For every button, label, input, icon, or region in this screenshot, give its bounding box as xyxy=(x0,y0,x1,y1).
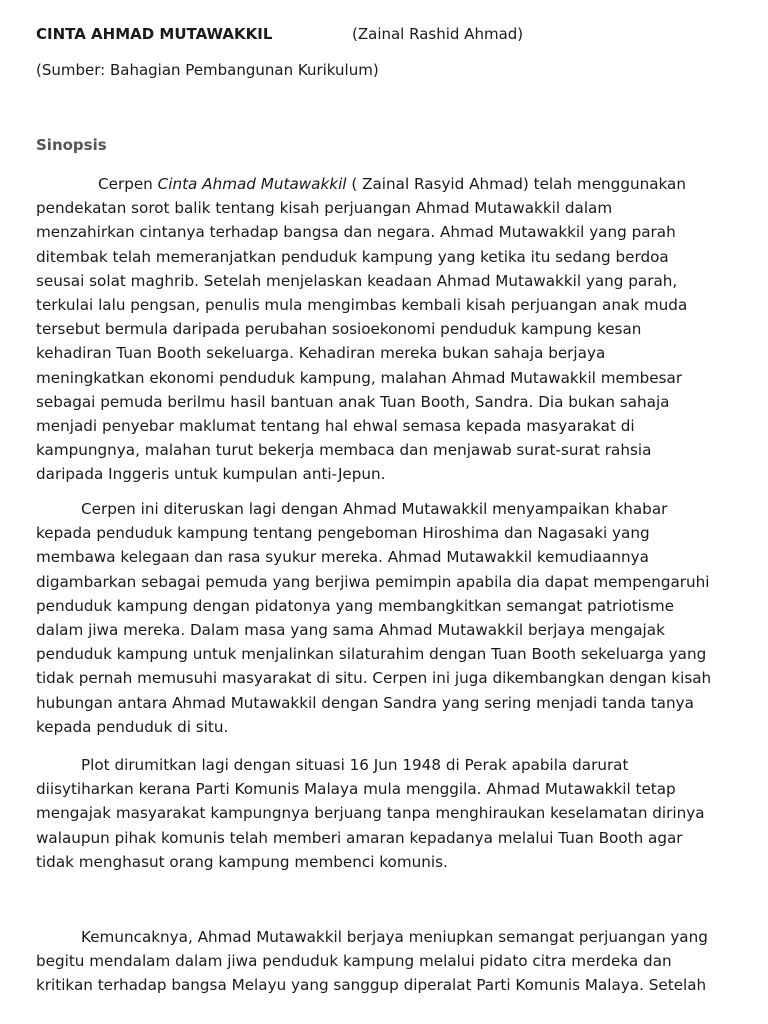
paragraph-line: membawa kelegaan dan rasa syukur mereka. Ahmad Mutawakkil kemudiaannya xyxy=(36,548,649,567)
paragraph-line: ditembak telah memeranjatkan penduduk kampung yang ketika itu sedang berdoa xyxy=(36,247,669,266)
paragraph-line: kampungnya, malahan turut bekerja membaca dan menjawab surat-surat rahsia xyxy=(36,441,652,460)
paragraph-3 xyxy=(36,753,736,874)
paragraph-line: penduduk kampung untuk menjalinkan silaturahim dengan Tuan Booth sekeluarga yang xyxy=(36,645,707,664)
story-title-italic: Cinta Ahmad Mutawakkil xyxy=(157,175,347,193)
paragraph-line: diisytiharkan kerana Parti Komunis Malaya mula menggila. Ahmad Mutawakkil tetap xyxy=(36,780,676,799)
paragraph-line: walaupun pihak komunis telah memberi amaran kepadanya melalui Tuan Booth agar xyxy=(36,828,683,847)
paragraph-line: menzahirkan cintanya terhadap bangsa dan negara. Ahmad Mutawakkil yang parah xyxy=(36,223,676,242)
paragraph-line: penduduk kampung dengan pidatonya yang membangkitkan semangat patriotisme xyxy=(36,596,674,615)
paragraph-line: kehadiran Tuan Booth sekeluarga. Kehadiran mereka bukan sahaja berjaya xyxy=(36,344,606,363)
paragraph-line: hubungan antara Ahmad Mutawakkil dengan Sandra yang sering menjadi tanda tanya xyxy=(36,693,694,712)
paragraph-line: Cerpen ini diteruskan lagi dengan Ahmad Mutawakkil menyampaikan khabar xyxy=(81,500,668,518)
paragraph-line: sebagai pemuda berilmu hasil bantuan anak Tuan Booth, Sandra. Dia bukan sahaja xyxy=(36,392,670,411)
section-heading: Sinopsis xyxy=(36,136,107,154)
paragraph-1 xyxy=(36,172,736,486)
paragraph-line: tidak menghasut orang kampung membenci komunis. xyxy=(36,852,448,871)
paragraph-line: dalam jiwa mereka. Dalam masa yang sama Ahmad Mutawakkil berjaya mengajak xyxy=(36,620,665,639)
paragraph-line: tidak pernah memusuhi masyarakat di situ. Cerpen ini juga dikembangkan dengan kisah xyxy=(36,669,712,688)
paragraph-2 xyxy=(36,497,736,739)
paragraph-line: kepada penduduk kampung tentang pengeboman Hiroshima dan Nagasaki yang xyxy=(36,524,650,543)
paragraph-line: digambarkan sebagai pemuda yang berjiwa pemimpin apabila dia dapat mempengaruhi xyxy=(36,572,710,591)
document-source: (Sumber: Bahagian Pembangunan Kurikulum) xyxy=(36,61,379,79)
paragraph-line: mengajak masyarakat kampungnya berjuang tanpa menghiraukan keselamatan dirinya xyxy=(36,804,705,823)
paragraph-line: kepada penduduk di situ. xyxy=(36,717,229,736)
paragraph-line: begitu mendalam dalam jiwa penduduk kampung melalui pidato citra merdeka dan xyxy=(36,952,672,971)
paragraph-line: daripada Inggeris untuk kumpulan anti-Jepun. xyxy=(36,465,386,484)
paragraph-line xyxy=(36,172,736,196)
line-text: ( Zainal Rasyid Ahmad) telah menggunakan xyxy=(346,175,686,193)
paragraph-line: menjadi penyebar maklumat tentang hal ehwal semasa kepada masyarakat di xyxy=(36,416,635,435)
line-text: Cerpen xyxy=(98,175,158,193)
document-title: CINTA AHMAD MUTAWAKKIL xyxy=(36,25,273,43)
paragraph-line: Plot dirumitkan lagi dengan situasi 16 Jun 1948 di Perak apabila darurat xyxy=(81,756,629,774)
paragraph-line: meningkatkan ekonomi penduduk kampung, malahan Ahmad Mutawakkil membesar xyxy=(36,368,683,387)
paragraph-line: seusai solat maghrib. Setelah menjelaskan keadaan Ahmad Mutawakkil yang parah, xyxy=(36,271,678,290)
paragraph-4 xyxy=(36,925,736,998)
paragraph-line: pendekatan sorot balik tentang kisah perjuangan Ahmad Mutawakkil dalam xyxy=(36,199,613,218)
paragraph-line: terkulai lalu pengsan, penulis mula mengimbas kembali kisah perjuangan anak muda xyxy=(36,295,688,314)
paragraph-line: kritikan terhadap bangsa Melayu yang sanggup diperalat Parti Komunis Malaya. Setelah xyxy=(36,976,707,995)
paragraph-line: Kemuncaknya, Ahmad Mutawakkil berjaya meniupkan semangat perjuangan yang xyxy=(81,928,708,946)
paragraph-line: tersebut bermula daripada perubahan sosioekonomi penduduk kampung kesan xyxy=(36,320,642,339)
document-author: (Zainal Rashid Ahmad) xyxy=(352,25,524,43)
